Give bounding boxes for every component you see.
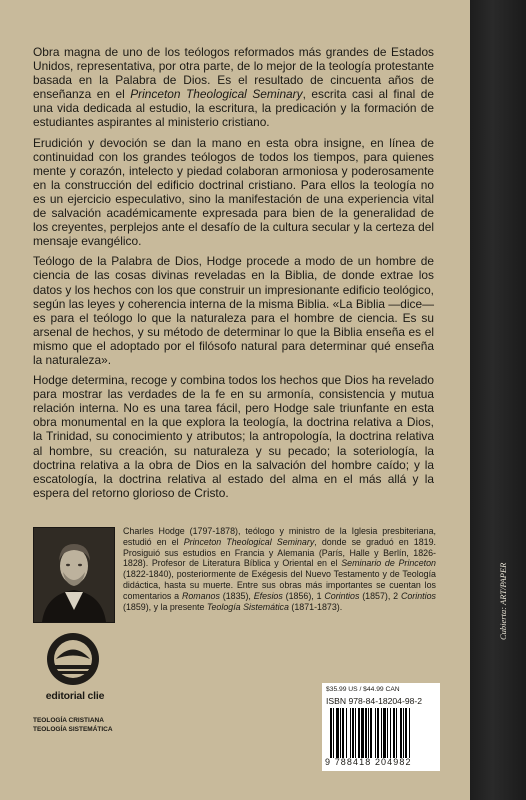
text-span: (1859), y la presente [123, 601, 207, 612]
text-span: Corintios [324, 590, 360, 601]
text-span: (1871-1873). [288, 601, 343, 612]
publisher-name: editorial clie [45, 690, 105, 702]
series-label [33, 717, 113, 734]
text-span: (1835), [219, 590, 254, 601]
price-label: $35.99 US / $44.99 CAN [326, 686, 400, 693]
text-span: Princeton Theological Seminary [183, 536, 315, 547]
text-span: Charles Hodge (1797-1878), teólogo y ministro de la Iglesia presbiteriana, estudió en el [123, 526, 436, 547]
text-span: Seminario de Princeton [341, 558, 436, 569]
author-bio [123, 526, 436, 612]
synopsis-paragraph: Erudición y devoción se dan la mano en esta obra insigne, en línea de continuidad con los grandes teólogos de todos los tiempos, para quienes mente y corazón, intelecto y piedad colaboran armoniosa y poderosamente en la construcción del edificio doctrinal cristiano. Para ellos la teología no es un ejercicio especulativo, sino la manifestación de una experiencia vital de salvación académicamente expresada para bien de la generalidad de los creyentes, perplejos ante el desafío de la cultura secular y la certeza del mensaje evangélico. [33, 135, 434, 249]
isbn-label: ISBN 978-84-18204-98-2 [326, 696, 423, 706]
text-span: , donde se graduó en 1819. Prosiguió sus estudios en Francia y Alemania (París, Halle y Berlín, 1826-1828). Profesor de Literatura Bíblica y Oriental en el [123, 536, 436, 569]
series-line: TEOLOGÍA SISTEMÁTICA [33, 725, 113, 733]
text-span: Efesios [253, 590, 283, 601]
cover-credit: Cubierta: ART/PAPER [498, 562, 508, 640]
synopsis-text [33, 45, 434, 506]
text-span: Corintios [400, 590, 436, 601]
text-span: Obra magna de uno de los teólogos reformados más grandes de Estados Unidos, representativa, por otra parte, de lo mejor de la teología protestante basada en la Palabra de Dios. Es el resultado de cincuenta años de enseñanza en el [33, 45, 434, 102]
text-span: (1857), 2 [359, 590, 401, 601]
text-span: , escrita casi al final de una vida dedicada al estudio, la escritura, la predicación y la formación de estudiantes aspirantes al ministerio cristiano. [33, 87, 434, 130]
text-span: Teología Sistemática [206, 601, 289, 612]
publisher-logo-icon [38, 630, 108, 688]
barcode-digits: 9 788418 204982 [325, 757, 412, 767]
synopsis-paragraph: Teólogo de la Palabra de Dios, Hodge procede a modo de un hombre de ciencia de las cosas divinas reveladas en la Biblia, de donde extrae los datos y los hechos con los que construir un impresionante edificio teológico, según las leyes y coherencia interna de la misma Biblia. «La Biblia —dice— es para el teólogo lo que la naturaleza para el hombre de ciencia. Es su arsenal de hechos, y su método de determinar lo que la Biblia enseña es el mismo que el adoptado por el filósofo natural para determinar qué enseña la naturaleza». [33, 254, 434, 367]
author-portrait [33, 527, 115, 623]
spine [470, 0, 526, 800]
synopsis-paragraph [33, 45, 434, 130]
barcode-panel [322, 683, 440, 771]
text-span: Romanos [181, 590, 220, 601]
series-line: TEOLOGÍA CRISTIANA [33, 717, 104, 724]
synopsis-paragraph: Hodge determina, recoge y combina todos los hechos que Dios ha revelado para mostrar las verdades de la fe en su armonía, consistencia y mutua relación interna. No es una tarea fácil, pero Hodge sale triunfante en esta obra monumental en la que explora la teología, la doctrina relativa a Dios, la Trinidad, su conocimiento y atributos; la antropología, la doctrina relativa al hombre, su creación, su naturaleza y su pecado; la soteriología, la doctrina relativa a la obra de Dios en la salvación del hombre caído; y la escatología, la doctrina relativa al estado del alma en el más allá y la espera del retorno glorioso de Cristo. [33, 373, 434, 500]
barcode-icon [330, 708, 434, 758]
text-span: (1856), 1 [282, 590, 325, 601]
seminary-name: Princeton Theological Seminary [130, 87, 303, 102]
text-span: (1822-1840), posteriormente de Exégesis del Nuevo Testamento y de Teología didáctica, hasta su muerte. Entre sus obras más importantes se cuentan los comentarios a [123, 569, 436, 601]
bio-paragraph [123, 526, 436, 612]
